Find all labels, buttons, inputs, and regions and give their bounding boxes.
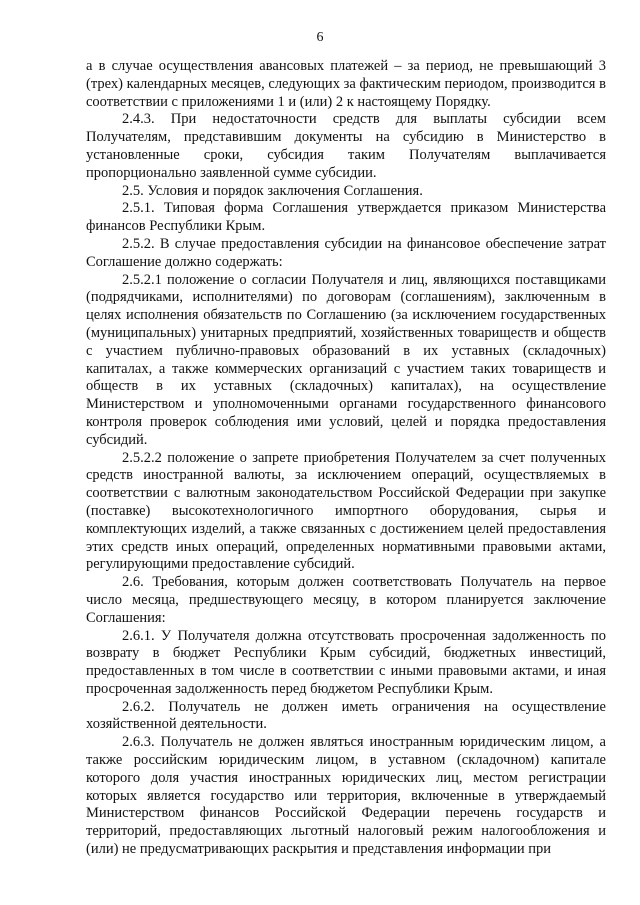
page-number: 6 bbox=[316, 30, 324, 45]
paragraph-2-5: 2.5. Условия и порядок заключения Соглашения. bbox=[122, 182, 423, 199]
paragraph-2-6: 2.6. Требования, которым должен соответствовать Получатель на первое число месяца, предшествующего месяцу, в котором планируется заключение Соглашения: bbox=[86, 574, 606, 626]
paragraph-2-6-3: 2.6.3. Получатель не должен являться иностранным юридическим лицом, а также российским юридическим лицом, в уставном (складочном) капитале которого доля участия иностранных юридических лиц, местом регистрации которых является государство или территория, включенные в утверждаемый Министерством финансов Российской Федерации перечень государств и территорий, предоставляющих льготный налоговый режим налогообложения и (или) не предусматривающих раскрытия и представления информации при bbox=[86, 734, 606, 858]
paragraph-2-5-1: 2.5.1. Типовая форма Соглашения утверждается приказом Министерства финансов Республики Крым. bbox=[86, 200, 606, 235]
paragraph-2-5-2-1: 2.5.2.1 положение о согласии Получателя и лиц, являющихся поставщиками (подрядчиками, исполнителями) по договорам (соглашениям), заключенным в целях исполнения обязательств по Соглашению (за исключением государственных (муниципальных) унитарных предприятий, хозяйственных товариществ и обществ с участием публично-правовых образований в их уставных (складочных) капиталах, а также коммерческих организаций с участием таких товариществ и обществ в их уставных (складочных) капиталах), на осуществление Министерством и уполномоченными органами государственного финансового контроля проверок соблюдения ими условий, целей и порядка предоставления субсидий. bbox=[86, 271, 606, 448]
paragraph-2-6-2: 2.6.2. Получатель не должен иметь ограничения на осуществление хозяйственной деятельности. bbox=[86, 698, 606, 733]
paragraph-2-5-2-2: 2.5.2.2 положение о запрете приобретения Получателем за счет полученных средств иностранной валюты, за исключением операций, осуществляемых в соответствии с валютным законодательством Российской Федерации при закупке (поставке) высокотехнологичного импортного оборудования, сырья и комплектующих изделий, а также связанных с достижением целей предоставления этих средств иных операций, определенных нормативными правовыми актами, регулирующими предоставление субсидий. bbox=[86, 449, 606, 573]
paragraph-2-6-1: 2.6.1. У Получателя должна отсутствовать просроченная задолженность по возврату в бюджет Республики Крым субсидий, бюджетных инвестиций, предоставленных в том числе в соответствии с иными правовыми актами, и иная просроченная задолженность перед бюджетом Республики Крым. bbox=[86, 627, 606, 697]
paragraph-2-5-2: 2.5.2. В случае предоставления субсидии на финансовое обеспечение затрат Соглашение должно содержать: bbox=[86, 235, 606, 270]
paragraph-2-4-3: 2.4.3. При недостаточности средств для выплаты субсидии всем Получателям, представившим документы на субсидию в Министерство в установленные сроки, субсидия таким Получателям выплачивается пропорционально заявленной сумме субсидии. bbox=[86, 111, 606, 181]
document-body bbox=[86, 58, 606, 859]
paragraph-continuation: а в случае осуществления авансовых платежей – за период, не превышающий 3 (трех) календарных месяцев, следующих за фактическим периодом, производится в соответствии с приложениями 1 и (или) 2 к настоящему Порядку. bbox=[86, 58, 606, 110]
